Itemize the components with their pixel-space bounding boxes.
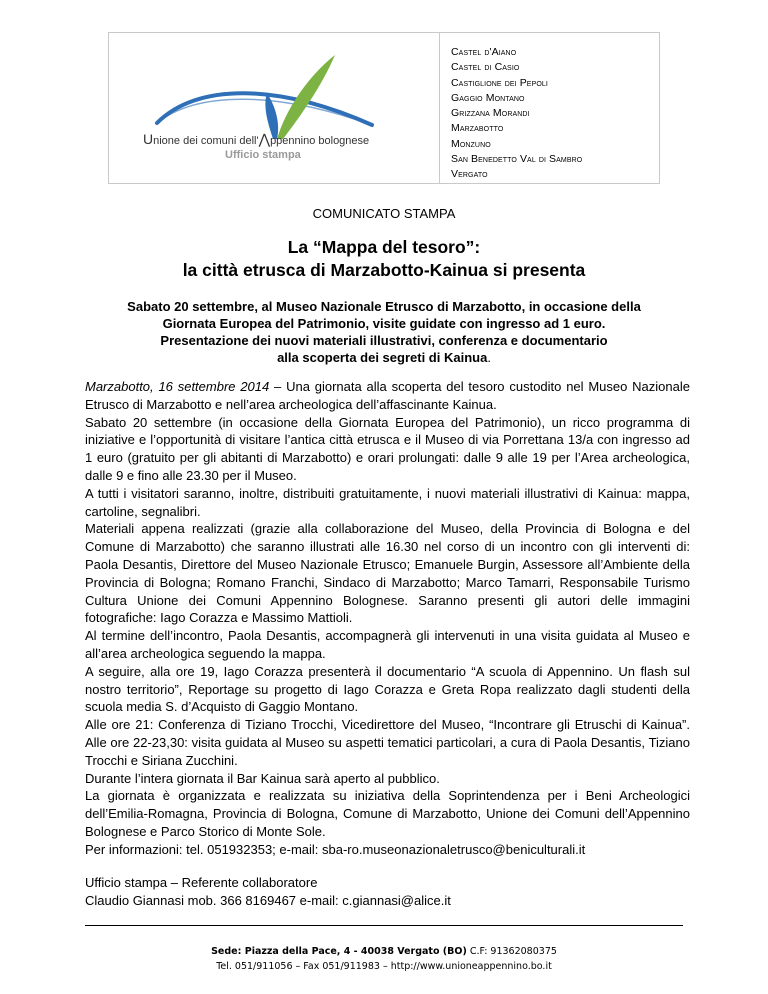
municipality-item: Vergato bbox=[451, 168, 488, 181]
footer-divider bbox=[85, 925, 683, 926]
letterhead bbox=[108, 32, 660, 184]
dateline: Marzabotto, 16 settembre 2014 bbox=[85, 379, 270, 394]
body-paragraph: A tutti i visitatori saranno, inoltre, distribuiti gratuitamente, i nuovi materiali illustrativi di Kainua: mappa, cartoline, segnalibri. bbox=[85, 485, 690, 519]
headline-line: la città etrusca di Marzabotto-Kainua si presenta bbox=[182, 260, 586, 280]
footer-contacts: Tel. 051/911056 – Fax 051/911983 – http://www.unioneappennino.bo.it bbox=[216, 961, 552, 972]
municipality-item: Monzuno bbox=[451, 137, 491, 150]
subheadline bbox=[0, 298, 768, 366]
municipality-item: San Benedetto Val di Sambro bbox=[451, 153, 583, 166]
footer bbox=[0, 944, 768, 974]
footer-address: Sede: Piazza della Pace, 4 - 40038 Vergato (BO) C.F: 91362080375 bbox=[211, 946, 557, 957]
municipality-item: Grizzana Morandi bbox=[451, 107, 530, 120]
contact-line: Ufficio stampa – Referente collaboratore bbox=[85, 875, 318, 890]
subheadline-line: Sabato 20 settembre, al Museo Nazionale Etrusco di Marzabotto, in occasione della bbox=[127, 299, 641, 314]
headline bbox=[0, 236, 768, 282]
contact-line: Claudio Giannasi mob. 366 8169467 e-mail: c.giannasi@alice.it bbox=[85, 893, 451, 908]
subheadline-line: Presentazione dei nuovi materiali illustrativi, conferenza e documentario bbox=[160, 333, 608, 348]
municipality-item: Castel di Casio bbox=[451, 61, 520, 74]
municipality-item: Castiglione dei Pepoli bbox=[451, 76, 548, 89]
logo-title: Unione dei comuni dell'⋀ppennino bolognese bbox=[143, 131, 370, 147]
body-paragraph: Materiali appena realizzati (grazie alla collaborazione del Museo, della Provincia di Bologna e del Comune di Marzabotto) che saranno illustrati alle 16.30 nel corso di un incontro con gli interventi di: Paola Desantis, Direttore del Museo Nazionale Etrusco; Emanuele Burgin, Assessore all’Ambiente della Provincia di Bologna; Romano Franchi, Sindaco di Marzabotto; Marco Tamarri, Responsabile Turismo Cultura Unione dei Comuni Appennino Bolognese. Saranno presenti gli autori delle immagini fotografiche: Iago Corazza e Massimo Mattioli. bbox=[85, 521, 690, 626]
subheadline-line: Giornata Europea del Patrimonio, visite guidate con ingresso ad 1 euro. bbox=[162, 316, 606, 331]
municipality-item: Marzabotto bbox=[451, 122, 504, 135]
municipality-item: Gaggio Montano bbox=[451, 91, 525, 104]
municipality-item: Castel d'Aiano bbox=[451, 46, 517, 58]
logo-subtitle: Ufficio stampa bbox=[225, 149, 301, 161]
municipalities-list bbox=[451, 45, 582, 183]
body-paragraph: Al termine dell’incontro, Paola Desantis, accompagnerà gli intervenuti in una visita guidata al Museo e all’area archeologica seguendo la mappa. bbox=[85, 628, 690, 661]
union-logo bbox=[127, 43, 427, 178]
body-paragraph: Marzabotto, 16 settembre 2014 – Una giornata alla scoperta del tesoro custodito nel Museo Nazionale Etrusco di Marzabotto e nell’area archeologica dell’affascinante Kainua. bbox=[85, 379, 690, 412]
body-paragraph: Alle ore 21: Conferenza di Tiziano Trocchi, Vicedirettore del Museo, “Incontrare gli Etruschi di Kainua”. Alle ore 22-23,30: visita guidata al Museo su aspetti tematici particolari, a cura di Paola Desantis, Tiziano Trocchi e Siriana Zucchini. bbox=[85, 717, 690, 768]
body-paragraph: Per informazioni: tel. 051932353; e-mail: sba-ro.museonazionaletrusco@beniculturali.it bbox=[85, 841, 586, 857]
headline-line: La “Mappa del tesoro”: bbox=[287, 237, 481, 257]
header-divider bbox=[439, 33, 440, 183]
body-paragraph: Durante l’intera giornata il Bar Kainua sarà aperto al pubblico. bbox=[85, 770, 440, 786]
press-office-contacts bbox=[85, 874, 451, 910]
press-release-label: COMUNICATO STAMPA bbox=[312, 206, 456, 221]
body-paragraph: A seguire, alla ore 19, Iago Corazza presenterà il documentario “A scuola di Appennino. Un flash sul nostro territorio”, Reportage su progetto di Iago Corazza e Greta Ropa realizzato dagli studenti della scuola media S. d’Acquisto di Gaggio Montano. bbox=[85, 663, 690, 715]
body-paragraph: La giornata è organizzata e realizzata su iniziativa della Soprintendenza per i Beni Archeologici dell’Emilia-Romagna, Provincia di Bologna, Comune di Marzabotto, Unione dei Comuni dell’Appennino Bolognese e Parco Storico di Monte Sole. bbox=[85, 788, 690, 839]
body-paragraph: Sabato 20 settembre (in occasione della Giornata Europea del Patrimonio), un ricco programma di iniziative e l’opportunità di visitare l’antica città etrusca e il Museo di via Porrettana 13/a con ingresso ad 1 euro (gratuito per gli abitanti di Marzabotto) e orari prolungati: dalle 9 alle 19 per l’Area archeologica, dalle 9 e fino alle 23.30 per il Museo. bbox=[85, 414, 690, 483]
subheadline-line: alla scoperta dei segreti di Kainua. bbox=[277, 350, 491, 365]
body-text bbox=[85, 378, 690, 859]
